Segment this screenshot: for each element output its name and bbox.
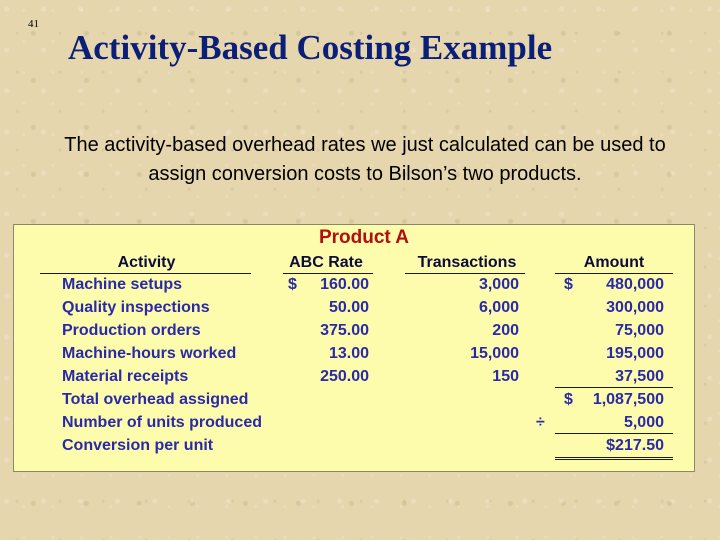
subtitle-text: The activity-based overhead rates we just calculated can be used to assign conversion costs to Bilson’s two products. xyxy=(64,134,666,185)
row-amount: 75,000 xyxy=(615,322,664,339)
row-activity-label: Material receipts xyxy=(62,368,189,385)
units-produced-label: Number of units produced xyxy=(62,414,262,431)
conversion-per-unit-label: Conversion per unit xyxy=(62,437,214,454)
product-title: Product A xyxy=(318,227,410,248)
amount-currency-symbol: $ xyxy=(564,276,573,293)
header-amount: Amount xyxy=(583,254,645,271)
header-rule-activity xyxy=(40,273,251,274)
row-amount: 37,500 xyxy=(615,368,664,385)
units-produced-amount: 5,000 xyxy=(623,414,664,431)
row-transactions: 3,000 xyxy=(478,276,519,293)
row-activity-label: Machine setups xyxy=(62,276,183,293)
row-activity-label: Machine-hours worked xyxy=(62,345,237,362)
row-amount: 300,000 xyxy=(606,299,664,316)
row-amount: 195,000 xyxy=(606,345,664,362)
row-transactions: 150 xyxy=(492,368,519,385)
row-abc-rate: 375.00 xyxy=(320,322,369,339)
total-rule xyxy=(555,387,673,388)
row-transactions: 200 xyxy=(492,322,519,339)
row-abc-rate: 250.00 xyxy=(320,368,369,385)
row-activity-label: Quality inspections xyxy=(62,299,210,316)
total-currency-symbol: $ xyxy=(564,391,573,408)
total-overhead-amount: 1,087,500 xyxy=(592,391,664,408)
row-activity-label: Production orders xyxy=(62,322,201,339)
divide-operator: ÷ xyxy=(536,414,545,431)
conversion-per-unit-amount: $217.50 xyxy=(606,437,664,454)
row-amount: 480,000 xyxy=(606,276,664,293)
header-abc-rate: ABC Rate xyxy=(289,254,363,271)
row-transactions: 15,000 xyxy=(470,345,519,362)
rate-currency-symbol: $ xyxy=(288,276,297,293)
row-transactions: 6,000 xyxy=(478,299,519,316)
slide-number: 41 xyxy=(28,18,39,30)
row-abc-rate: 13.00 xyxy=(328,345,369,362)
header-rule-rate xyxy=(283,273,373,274)
double-underline xyxy=(555,457,673,460)
row-abc-rate: 50.00 xyxy=(328,299,369,316)
header-transactions: Transactions xyxy=(417,254,517,271)
header-rule-amount xyxy=(555,273,673,274)
abc-cost-table xyxy=(13,224,695,472)
header-activity: Activity xyxy=(117,254,176,271)
page-title: Activity-Based Costing Example xyxy=(68,28,553,67)
row-abc-rate: 160.00 xyxy=(320,276,369,293)
total-overhead-label: Total overhead assigned xyxy=(62,391,249,408)
per-unit-rule xyxy=(555,433,673,434)
header-rule-transactions xyxy=(405,273,525,274)
